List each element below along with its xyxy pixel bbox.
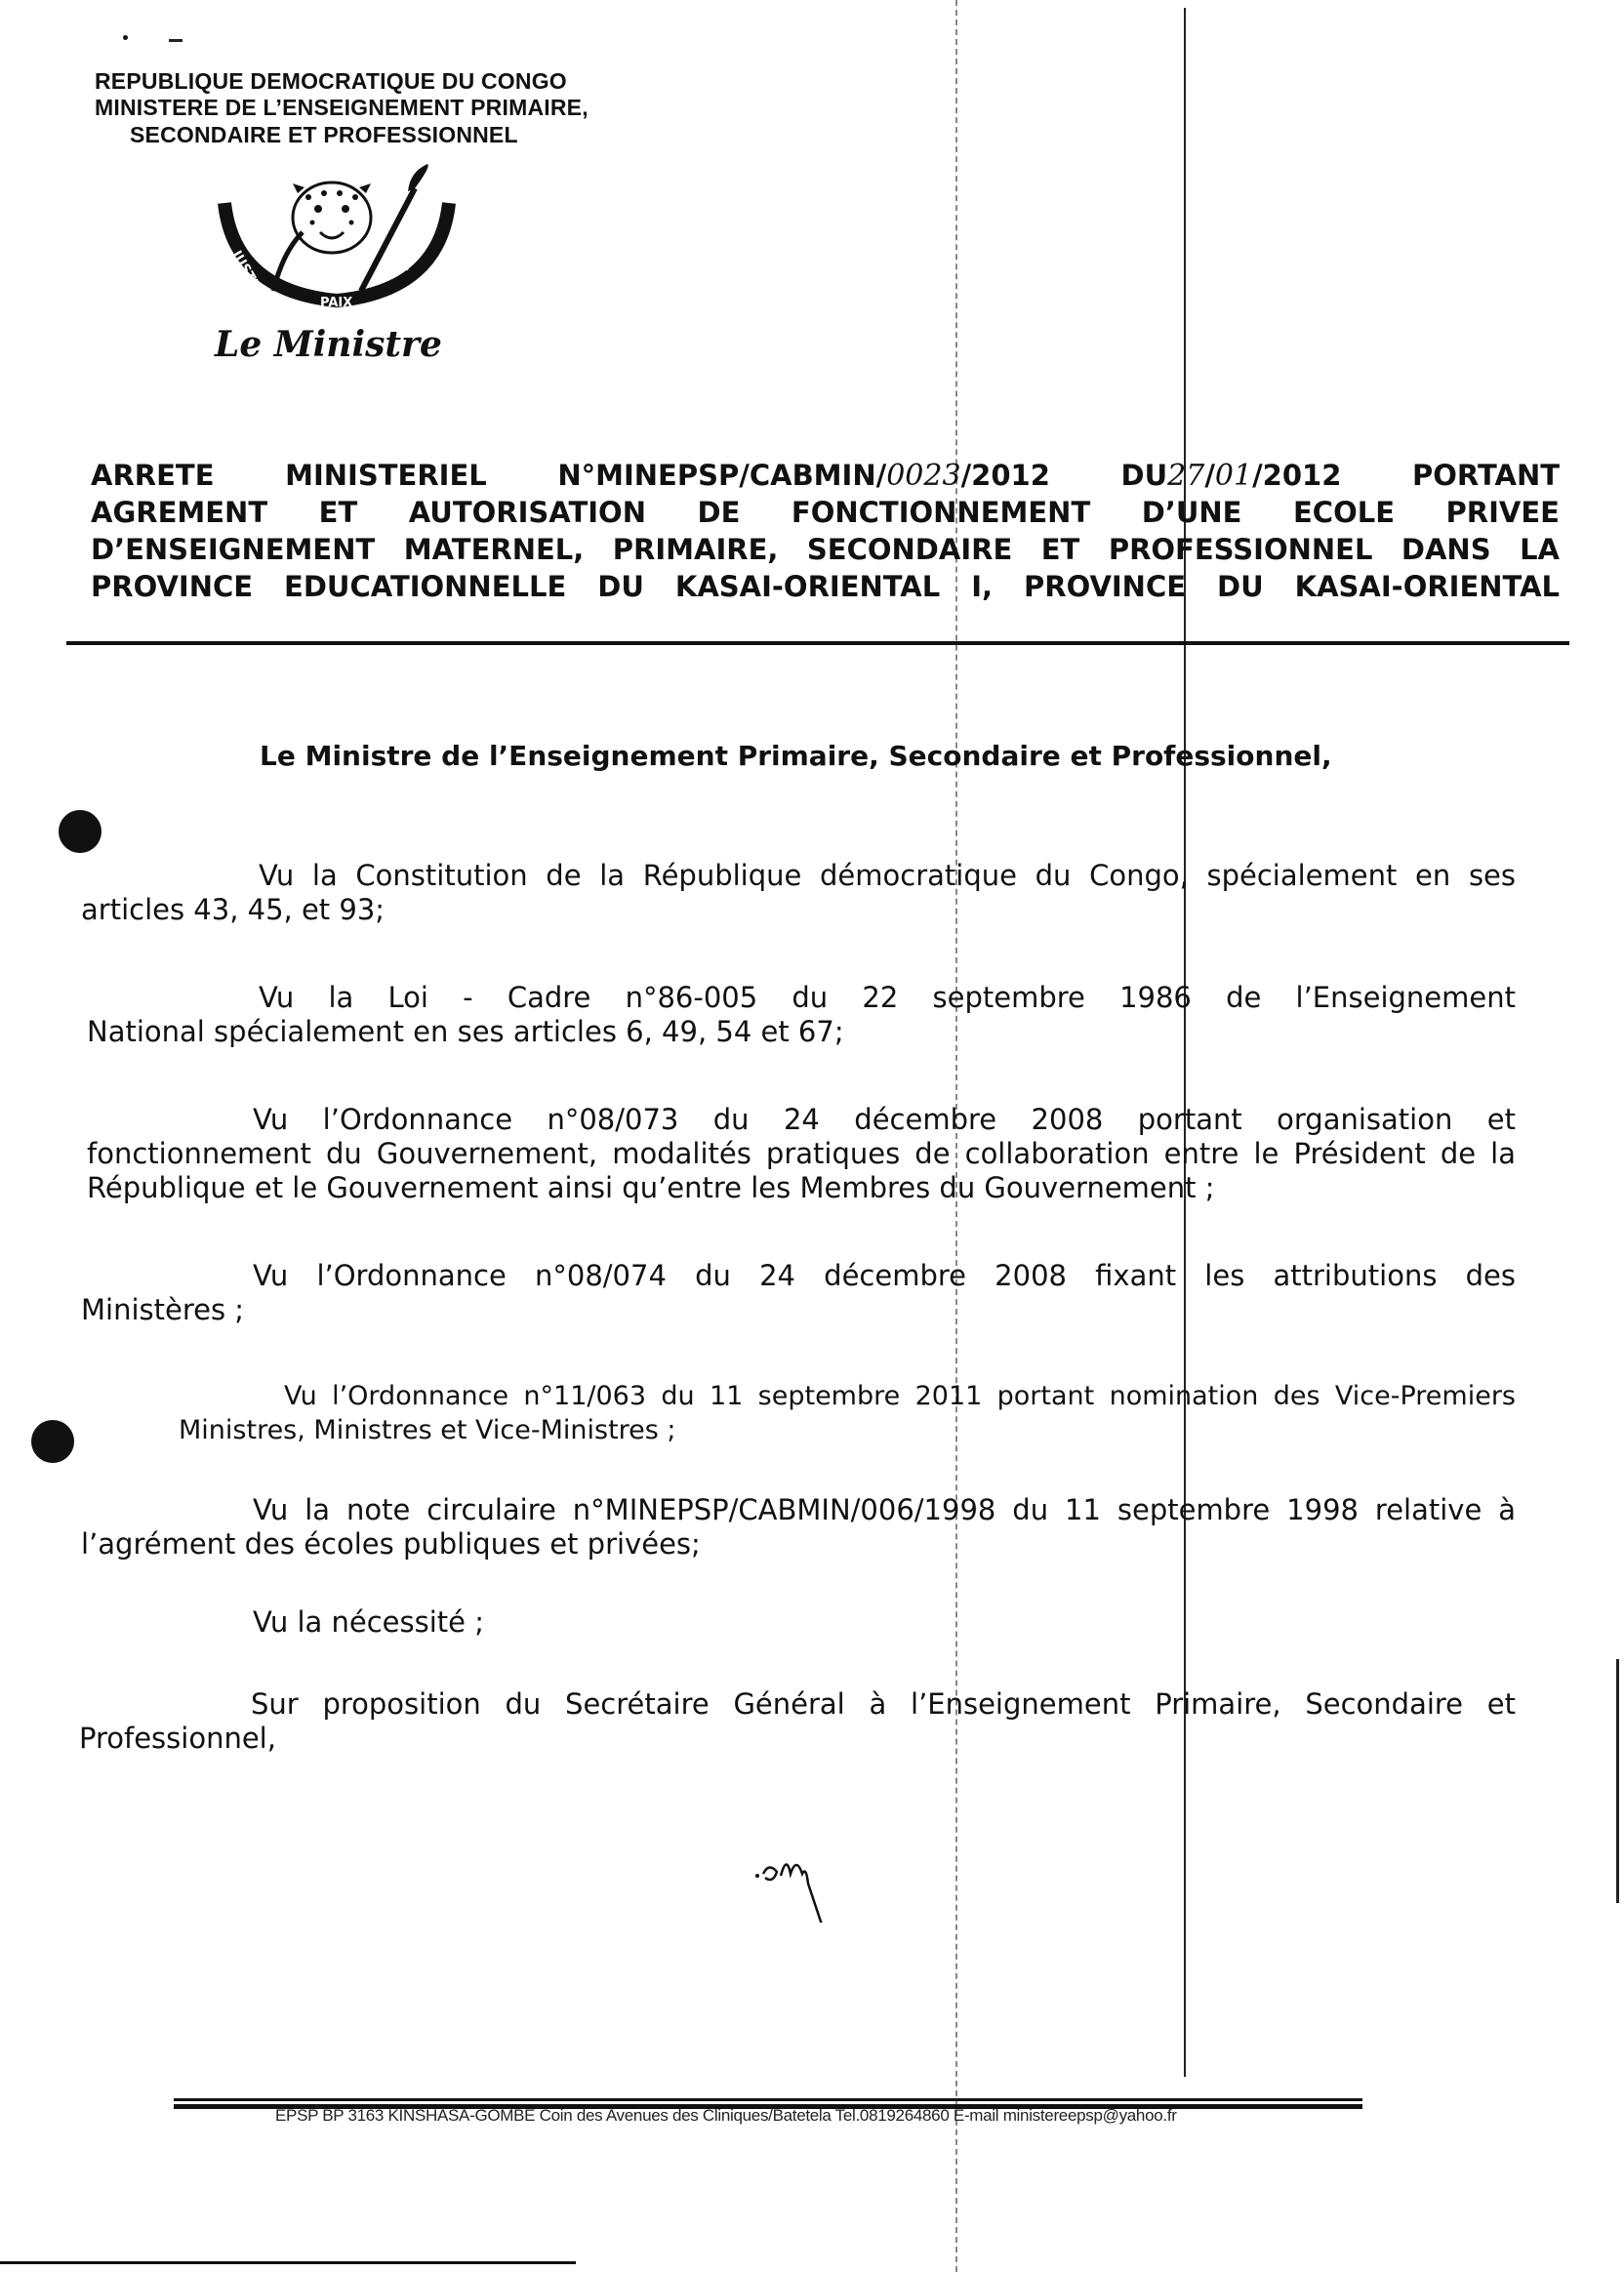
- recital-ordonnance-08-073: [87, 1103, 1516, 1205]
- recital-line: l’agrément des écoles publiques et privées;: [81, 1527, 701, 1561]
- recital-line: fonctionnement du Gouvernement, modalités pratiques de collaboration entre le Président de la: [87, 1137, 1516, 1170]
- recital-line: articles 43, 45, et 93;: [81, 893, 386, 926]
- emblem-motto-left: JUSTICE: [228, 248, 269, 304]
- recital-line: Vu la nécessité ;: [253, 1605, 484, 1639]
- recital-note-circulaire: [81, 1493, 1516, 1562]
- recital-line: Vu l’Ordonnance n°11/063 du 11 septembre 2011 portant nomination des Vice-Premiers: [284, 1381, 1516, 1411]
- punch-hole-bottom: [31, 1420, 74, 1463]
- title-line-2: AGREMENT ET AUTORISATION DE FONCTIONNEMENT D’UNE ECOLE PRIVEE: [91, 496, 1560, 529]
- recital-line: Ministres, Ministres et Vice-Ministres ;: [179, 1415, 676, 1445]
- recital-line: Vu l’Ordonnance n°08/073 du 24 décembre 2008 portant organisation et: [253, 1103, 1516, 1136]
- scan-speck-dash: [169, 39, 183, 42]
- header-republic: REPUBLIQUE DEMOCRATIQUE DU CONGO: [95, 68, 567, 94]
- emblem-motto-bottom: PAIX: [320, 296, 353, 310]
- recital-proposition: [79, 1687, 1516, 1756]
- recital-line: National spécialement en ses articles 6, 49, 54 et 67;: [87, 1015, 844, 1048]
- recital-line: Vu la Constitution de la République démocratique du Congo, spécialement en ses: [259, 859, 1516, 892]
- handwritten-initials: [751, 1845, 839, 1923]
- recital-line: Vu la Loi - Cadre n°86-005 du 22 septembre 1986 de l’Enseignement: [259, 981, 1516, 1014]
- recital-line: République et le Gouvernement ainsi qu’entre les Membres du Gouvernement ;: [87, 1171, 1215, 1204]
- recital-ordonnance-08-074: [81, 1259, 1516, 1327]
- recital-ordonnance-11-063: [179, 1379, 1516, 1447]
- footer-rule-thin: [174, 2098, 1362, 2101]
- scan-edge-mark: [1616, 1659, 1619, 1903]
- recital-constitution: [81, 859, 1516, 927]
- recital-line: Sur proposition du Secrétaire Général à l’Enseignement Primaire, Secondaire et: [251, 1687, 1516, 1721]
- minister-heading: Le Ministre de l’Enseignement Primaire, Secondaire et Professionnel,: [260, 740, 1332, 772]
- recital-line: Vu la note circulaire n°MINEPSP/CABMIN/006/1998 du 11 septembre 1998 relative à: [253, 1493, 1516, 1526]
- recital-line: Professionnel,: [79, 1722, 276, 1755]
- footer-address: EPSP BP 3163 KINSHASA-GOMBE Coin des Avenues des Cliniques/Batetela Tel.0819264860 E-mail ministereepsp@yahoo.fr: [275, 2106, 1177, 2125]
- header-ministry-line-2: SECONDAIRE ET PROFESSIONNEL: [130, 122, 518, 147]
- page-bottom-rule: [0, 2261, 576, 2264]
- decree-title: [91, 457, 1560, 605]
- leopard-head-icon: [293, 183, 371, 253]
- emblem-motto-right: TRAVAIL: [396, 217, 439, 275]
- punch-hole-top: [59, 810, 102, 853]
- title-underline: [66, 641, 1569, 645]
- handwritten-month: 01: [1214, 459, 1253, 493]
- recital-line: Ministères ;: [81, 1293, 245, 1326]
- title-line-3: D’ENSEIGNEMENT MATERNEL, PRIMAIRE, SECONDAIRE ET PROFESSIONNEL DANS LA: [91, 533, 1560, 566]
- handwritten-day: 27: [1167, 459, 1205, 493]
- signature-title: Le Ministre: [215, 324, 442, 365]
- title-line-4: PROVINCE EDUCATIONNELLE DU KASAI-ORIENTAL I, PROVINCE DU KASAI-ORIENTAL: [91, 570, 1560, 603]
- header-ministry-line-1: MINISTERE DE L’ENSEIGNEMENT PRIMAIRE,: [95, 95, 589, 120]
- recital-line: Vu l’Ordonnance n°08/074 du 24 décembre 2008 fixant les attributions des: [253, 1259, 1516, 1292]
- title-line-1: ARRETE MINISTERIEL N°MINEPSP/CABMIN/0023/2012 DU27/01/2012 PORTANT: [91, 459, 1560, 493]
- coat-of-arms-emblem: [215, 164, 459, 320]
- recital-loi-cadre: [87, 981, 1516, 1049]
- scan-speck: [123, 35, 128, 40]
- handwritten-decree-number: 0023: [886, 459, 961, 493]
- recital-necessite: [253, 1605, 838, 1640]
